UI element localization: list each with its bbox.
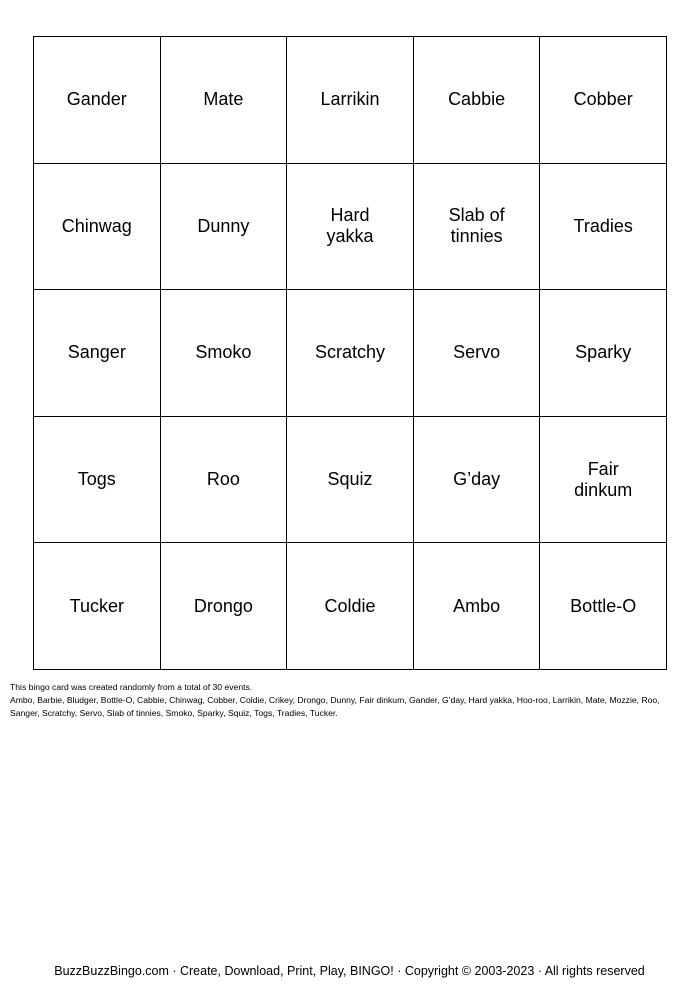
- bingo-cell: [34, 543, 161, 670]
- bingo-cell: [161, 37, 288, 164]
- bingo-cell-label: G’day: [453, 469, 501, 490]
- bingo-cell-label: Tucker: [69, 595, 124, 616]
- bingo-cell: [414, 37, 541, 164]
- bingo-cell: [540, 543, 667, 670]
- bingo-cell: [161, 290, 288, 417]
- card-info: [10, 681, 690, 721]
- bingo-cell: [287, 290, 414, 417]
- bingo-cell-label: Slab of tinnies: [448, 205, 505, 247]
- bingo-cell: [540, 417, 667, 544]
- bingo-cell-label: Dunny: [197, 215, 250, 236]
- bingo-cell: [161, 164, 288, 291]
- card-summary-text: This bingo card was created randomly from a total of 30 events.: [10, 682, 253, 692]
- bingo-cell-label: Drongo: [193, 595, 253, 616]
- bingo-cell-label: Gander: [66, 89, 127, 110]
- bingo-cell: [34, 290, 161, 417]
- bingo-cell-label: Ambo: [453, 595, 501, 616]
- bingo-cell: [414, 290, 541, 417]
- bingo-card-grid: [33, 36, 667, 670]
- bingo-cell: [540, 290, 667, 417]
- bingo-cell-label: Sanger: [67, 342, 126, 363]
- bingo-cell-label: Cabbie: [448, 89, 506, 110]
- bingo-cell-label: Scratchy: [314, 342, 385, 363]
- bingo-cell: [161, 543, 288, 670]
- bingo-cell: [540, 164, 667, 291]
- bingo-cell: [34, 164, 161, 291]
- bingo-cell-label: Cobber: [573, 89, 633, 110]
- bingo-cell: [34, 417, 161, 544]
- bingo-cell: [161, 417, 288, 544]
- bingo-cell-label: Sparky: [575, 342, 632, 363]
- bingo-cell: [414, 417, 541, 544]
- bingo-cell: [287, 164, 414, 291]
- bingo-cell: [287, 417, 414, 544]
- bingo-cell-label: Smoko: [195, 342, 252, 363]
- bingo-cell-label: Fair dinkum: [574, 458, 633, 500]
- bingo-cell: [414, 543, 541, 670]
- bingo-cell: [414, 164, 541, 291]
- bingo-cell-label: Squiz: [327, 469, 373, 490]
- bingo-cell-label: Coldie: [324, 595, 376, 616]
- bingo-cell-label: Roo: [206, 469, 240, 490]
- bingo-cell-label: Mate: [203, 89, 244, 110]
- bingo-cell-label: Togs: [77, 469, 116, 490]
- bingo-cell: [287, 543, 414, 670]
- bingo-cell-label: Larrikin: [320, 89, 380, 110]
- bingo-cell: [287, 37, 414, 164]
- bingo-cell-label: Chinwag: [61, 215, 132, 236]
- bingo-cell-label: Tradies: [573, 215, 633, 236]
- page-footer: BuzzBuzzBingo.com · Create, Download, Print, Play, BINGO! · Copyright © 2003-2023 · All rights reserved: [54, 964, 645, 978]
- bingo-cell-label: Servo: [453, 342, 501, 363]
- bingo-cell: [540, 37, 667, 164]
- bingo-cell-label: Hard yakka: [326, 205, 374, 247]
- event-list-text: Ambo, Barbie, Bludger, Bottle-O, Cabbie, Chinwag, Cobber, Coldie, Crikey, Drongo, Dunny, Fair dinkum, Gander, G’day, Hard yakka, Hoo-roo, Larrikin, Mate, Mozzie, Roo, Sanger, Scratchy, Servo, Slab of tinnies, Smoko, Sparky, Squiz, Togs, Tradies, Tucker.: [10, 695, 660, 719]
- bingo-cell-label: Bottle-O: [570, 595, 637, 616]
- bingo-cell: [34, 37, 161, 164]
